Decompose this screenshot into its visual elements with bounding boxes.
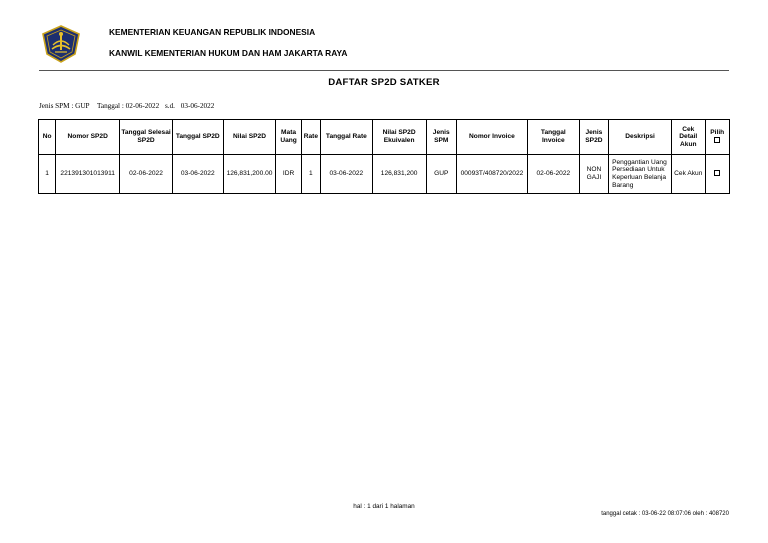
col-tanggal-rate: Tanggal Rate — [321, 120, 373, 155]
col-pilih — [705, 120, 730, 155]
col-nilai-sp2d: Nilai SP2D — [223, 120, 276, 155]
cell-jenis-spm: GUP — [426, 155, 456, 194]
col-tanggal-invoice: Tanggal Invoice — [527, 120, 579, 155]
cell-deskripsi: Penggantian Uang Persediaan Untuk Keperluan Belanja Barang — [609, 155, 672, 194]
cell-tanggal-rate: 03-06-2022 — [321, 155, 373, 194]
cell-pilih — [705, 155, 730, 194]
cell-tanggal-invoice: 02-06-2022 — [527, 155, 579, 194]
col-tanggal-selesai: Tanggal Selesai SP2D — [120, 120, 173, 155]
cell-no: 1 — [39, 155, 56, 194]
cell-rate: 1 — [301, 155, 320, 194]
org-name-line1: KEMENTERIAN KEUANGAN REPUBLIK INDONESIA — [109, 27, 316, 37]
cell-jenis-sp2d: NON GAJI — [579, 155, 608, 194]
org-name-line2: KANWIL KEMENTERIAN HUKUM DAN HAM JAKARTA RAYA — [109, 48, 348, 58]
col-no: No — [39, 120, 56, 155]
table-header-row — [39, 120, 730, 155]
filter-tanggal-end: 03-06-2022 — [180, 102, 215, 110]
col-nomor-invoice: Nomor Invoice — [456, 120, 527, 155]
cell-nilai-sp2d: 126,831,200.00 — [223, 155, 276, 194]
table-row — [39, 155, 730, 194]
filter-sd: s.d. — [164, 102, 175, 110]
col-mata-uang: Mata Uang — [276, 120, 301, 155]
col-rate: Rate — [301, 120, 320, 155]
cell-mata-uang: IDR — [276, 155, 301, 194]
cell-nomor-invoice: 00093T/408720/2022 — [456, 155, 527, 194]
col-deskripsi: Deskripsi — [609, 120, 672, 155]
page-indicator: hal : 1 dari 1 halaman — [353, 503, 415, 510]
header-divider — [39, 70, 729, 71]
cell-nomor-sp2d: 221391301013911 — [56, 155, 120, 194]
filter-jenis-spm: Jenis SPM : GUP — [39, 102, 90, 110]
pilih-label: Pilih — [710, 129, 725, 137]
col-jenis-sp2d: Jenis SP2D — [579, 120, 608, 155]
select-all-checkbox[interactable] — [714, 137, 720, 143]
cek-akun-link[interactable]: Cek Akun — [672, 155, 705, 194]
report-title: DAFTAR SP2D SATKER — [328, 77, 440, 88]
filter-tanggal-start: Tanggal : 02-06-2022 — [97, 102, 160, 110]
col-tanggal-sp2d: Tanggal SP2D — [172, 120, 223, 155]
cell-tanggal-selesai: 02-06-2022 — [120, 155, 173, 194]
col-jenis-spm: Jenis SPM — [426, 120, 456, 155]
col-cek-detail-akun: Cek Detail Akun — [672, 120, 705, 155]
col-nilai-ekuivalen: Nilai SP2D Ekuivalen — [372, 120, 426, 155]
col-nomor-sp2d: Nomor SP2D — [56, 120, 120, 155]
row-select-checkbox[interactable] — [714, 170, 720, 176]
cell-tanggal-sp2d: 03-06-2022 — [172, 155, 223, 194]
print-timestamp: tanggal cetak : 03-06-22 08:07:06 oleh : 408720 — [601, 511, 729, 517]
cell-nilai-ekuivalen: 126,831,200 — [372, 155, 426, 194]
filter-summary — [39, 102, 218, 110]
kemenkeu-logo-icon — [41, 25, 81, 63]
sp2d-table — [38, 119, 730, 194]
